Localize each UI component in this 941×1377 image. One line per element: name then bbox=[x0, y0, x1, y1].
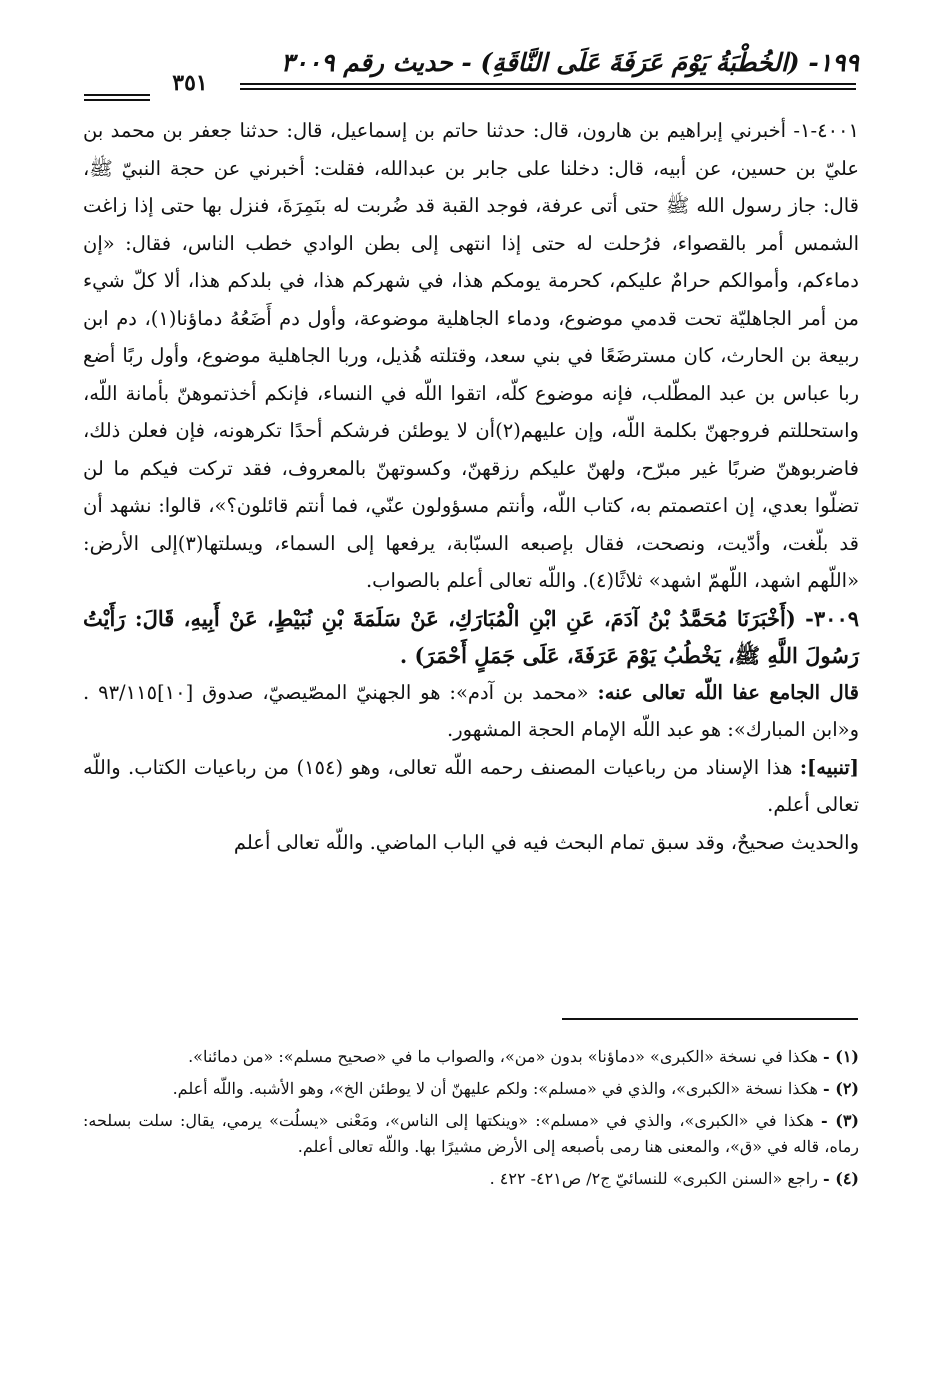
running-title: ١٩٩- (الخُطْبَةُ يَوْمَ عَرَفَةَ عَلَى النَّاقَةِ) - حديث رقم ٣٠٠٩ bbox=[280, 48, 859, 77]
tanbih-text: هذا الإسناد من رباعيات المصنف رحمه اللّه تعالى، وهو (١٥٤) من رباعيات الكتاب. واللّه تعالى أعلم. bbox=[83, 755, 859, 816]
header-rule bbox=[240, 83, 856, 85]
footnote-text: هكذا في «الكبرى»، والذي في «مسلم»: «وينكتها إلى الناس»، ومَعْنى «يسلُت» يرمي، يقال: سلت بسلحه: رماه، قاله في «ق»، والمعنى هنا رمى بأصبعه إلى الأرض مشيرًا بها. واللّه تعالى أعلم. bbox=[83, 1111, 859, 1156]
footnotes bbox=[83, 1044, 859, 1198]
tanbih-label: [تنبيه]: bbox=[799, 755, 859, 779]
header-rule-double bbox=[240, 88, 856, 90]
hadith-3009: ٣٠٠٩- (أَخْبَرَنَا مُحَمَّدُ بْنُ آدَمَ، عَنِ ابْنِ الْمُبَارَكِ، عَنْ سَلَمَةَ بْنِ نُبَيْطٍ، عَنْ أَبِيهِ، قَالَ: رَأَيْتُ رَسُولَ اللَّهِ ﷺ، يَخْطُبُ يَوْمَ عَرَفَةَ، عَلَى جَمَلٍ أَحْمَرَ) . bbox=[83, 605, 860, 668]
closing-paragraph: والحديث صحيحٌ، وقد سبق تمام البحث فيه في الباب الماضي. واللّه تعالى أعلم bbox=[233, 830, 859, 854]
footnote-item bbox=[83, 1044, 859, 1070]
tanbih-paragraph bbox=[83, 749, 859, 824]
footnote-text: راجع «السنن الكبرى» للنسائيّ ج٢/ ص٤٢١- ٤٢٢ . bbox=[489, 1169, 824, 1188]
footnote-number: (٤) - bbox=[823, 1169, 859, 1188]
page-number-rule bbox=[84, 94, 150, 96]
jami-text: «محمد بن آدم»: هو الجهنيّ المصّيصيّ، صدوق [١٠]٩٣/١١٥ . و«ابن المبارك»: هو عبد اللّه الإمام الحجة المشهور. bbox=[83, 680, 859, 741]
page-number-rule-double bbox=[84, 99, 150, 101]
footnote-item bbox=[83, 1076, 859, 1102]
jami-paragraph bbox=[83, 674, 859, 749]
jami-label: قال الجامع عفا اللّه تعالى عنه: bbox=[597, 680, 859, 704]
footnote-item bbox=[83, 1108, 859, 1160]
footnote-item bbox=[83, 1166, 859, 1192]
footnote-text: هكذا في نسخة «الكبرى» «دماؤنا» بدون «من»، والصواب ما في «صحيح مسلم»: «من دمائنا». bbox=[188, 1047, 824, 1066]
footnote-separator bbox=[562, 1018, 858, 1020]
footnote-number: (٢) - bbox=[823, 1079, 859, 1098]
footnote-number: (١) - bbox=[823, 1047, 859, 1066]
footnote-text: هكذا نسخة «الكبرى»، والذي في «مسلم»: ولكم عليهنّ أن لا يوطئن الخ»، وهو الأشبه. واللّه أعلم. bbox=[172, 1079, 824, 1098]
page-number: ٣٥١ bbox=[172, 70, 208, 96]
footnote-number: (٣) - bbox=[820, 1111, 859, 1130]
hadith-paragraph: ٤٠٠١-١- أخبرني إبراهيم بن هارون، قال: حدثنا حاتم بن إسماعيل، قال: حدثنا جعفر بن محمد بن عليّ بن حسين، عن أبيه، قال: دخلنا على جابر بن عبدالله، فقلت: أخبرني عن حجة النبيّ ﷺ، قال: جاز رسول الله ﷺ حتى أتى عرفة، فوجد القبة قد ضُربت له بنَمِرَةَ، فنزل بها حتى إذا زاغت الشمس أمر بالقصواء، فرُحلت له حتى إذا انتهى إلى بطن الوادي خطب الناس، فقال: «إن دماءكم، وأموالكم حرامٌ عليكم، كحرمة يومكم هذا، في شهركم هذا، في بلدكم هذا، ألا كلّ شيء من أمر الجاهليّة تحت قدمي موضوع، ودماء الجاهلية موضوعة، وأول دم أَضَعُهُ دماؤنا(١)، دم ابن ربيعة بن الحارث، كان مسترضَعًا في بني سعد، وقتلته هُذيل، وربا الجاهلية موضوع، وأول ربًا أضع ربا عباس بن عبد المطّلب، فإنه موضوع كلّه، اتقوا اللّه في النساء، فإنكم أخذتموهنّ بأمانة اللّه، واستحللتم فروجهنّ بكلمة اللّه، وإن عليهم(٢)أن لا يوطئن فرشكم أحدًا تكرهونه، فإن فعلن ذلك، فاضربوهنّ ضربًا غير مبرّح، ولهنّ عليكم رزقهنّ، وكسوتهنّ بالمعروف، فقد تركت فيكم ما لن تضلّوا بعدي، إن اعتصمتم به، كتاب اللّه، وأنتم مسؤولون عنّي، فما أنتم قائلون؟»، قالوا: نشهد أن قد بلّغت، وأدّيت، ونصحت، فقال بإصبعه السبّابة، يرفعها إلى السماء، ويسلتها(٣)إلى الأرض: «اللّهم اشهد، اللّهمّ اشهد» ثلاثًا(٤). واللّه تعالى أعلم بالصواب. bbox=[83, 119, 859, 592]
main-text bbox=[83, 112, 859, 861]
